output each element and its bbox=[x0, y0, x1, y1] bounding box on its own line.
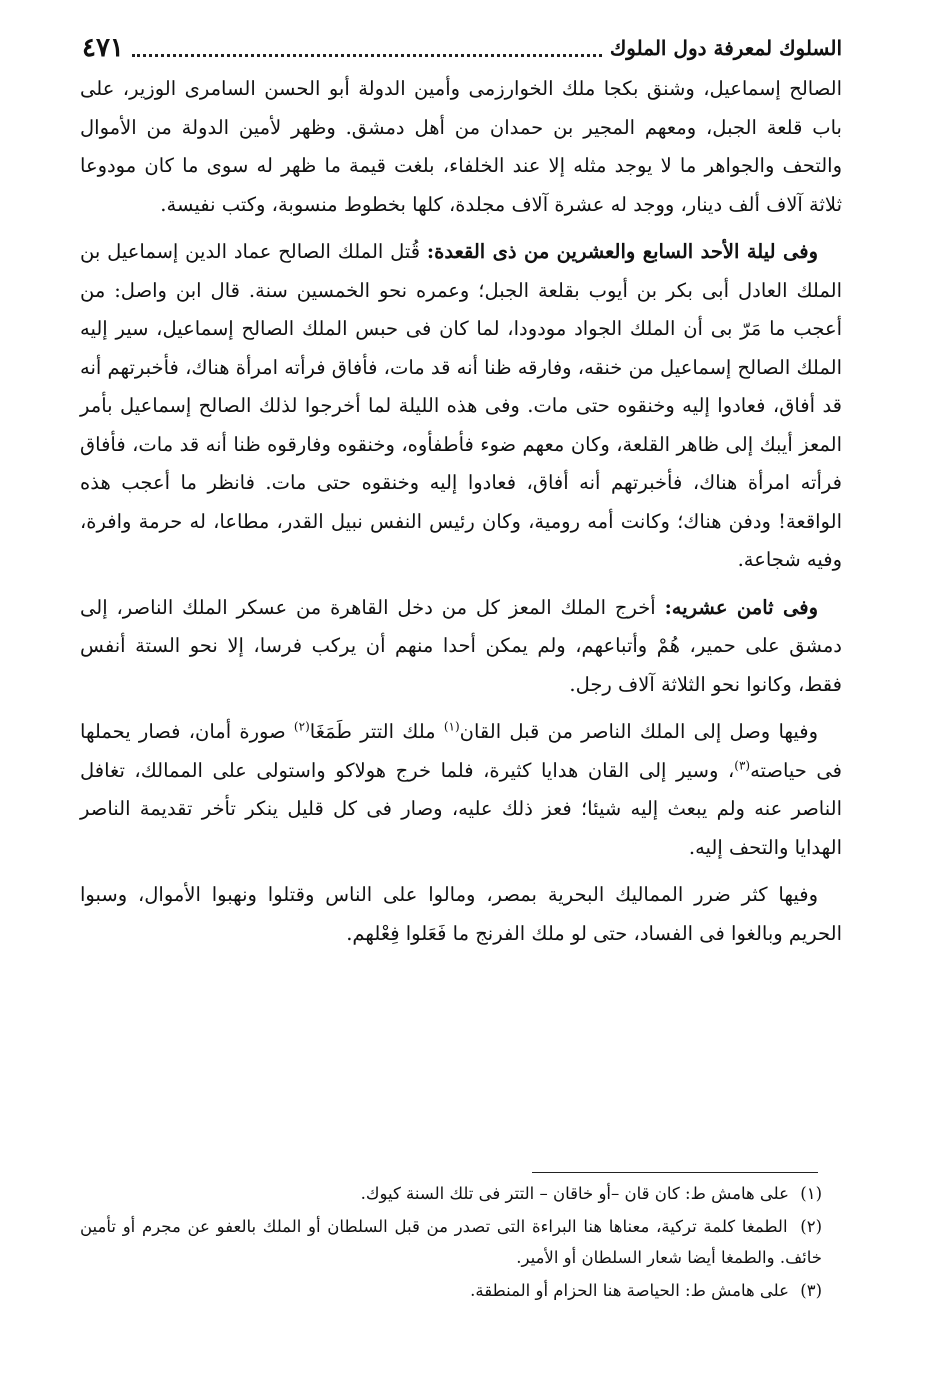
main-text bbox=[80, 70, 842, 962]
footnote-3-number: (٣) bbox=[800, 1281, 822, 1300]
footnote-3 bbox=[80, 1275, 822, 1306]
footnote-3-text: على هامش ط: الحياصة هنا الحزام أو المنطقة. bbox=[470, 1281, 789, 1300]
footnote-2 bbox=[80, 1211, 822, 1273]
paragraph-4-part-c: صورة أمان، فصار يحملها فى حياصته bbox=[80, 720, 842, 782]
paragraph-1: الصالح إسماعيل، وشنق بكجا ملك الخوارزمى وأمين الدولة أبو الحسن السامرى الوزير، على باب قلعة الجبل، ومعهم المجير بن حمدان من أهل دمشق. وظهر لأمين الدولة من الأموال والتحف والجواهر ما لا يوجد مثله إلا عند الخلفاء، بلغت قيمة ما ظهر له سوى ما كان مودوعا ثلاثة آلاف ألف دينار، ووجد له عشرة آلاف مجلدة، كلها بخطوط منسوبة، وكتب نفيسة. bbox=[80, 77, 842, 216]
paragraph-4-part-b: ملك التتر طَمَغَا bbox=[309, 720, 436, 743]
footnote-ref-1[interactable]: (١) bbox=[443, 719, 460, 734]
footnote-1 bbox=[80, 1178, 822, 1209]
paragraph-4-part-d: ، وسير إلى القان هدايا كثيرة، فلما خرج هولاكو واستولى على الممالك، تغافل الناصر عنه ولم يبعث إليه شيئا؛ فعز ذلك عليه، وصار فى كل قليل ينكر تأخر تقديمة الناصر الهدايا والتحف إليه. bbox=[80, 758, 842, 859]
footnote-1-number: (١) bbox=[800, 1184, 822, 1203]
paragraph-2-date-heading: وفى ليلة الأحد السابع والعشرين من ذى القعدة: bbox=[426, 240, 818, 263]
footnote-separator bbox=[532, 1172, 818, 1173]
footnote-2-text: الطمغا كلمة تركية، معناها هنا البراءة التى تصدر من قبل السلطان أو الملك بالعفو عن مجرم أو تأمين خائف. والطمغا أيضا شعار السلطان أو الأمير. bbox=[80, 1217, 822, 1267]
paragraph-2 bbox=[80, 233, 842, 580]
footnote-1-text: على هامش ط: كان قان –أو خاقان – التتر فى تلك السنة كيوك. bbox=[360, 1184, 789, 1203]
footnotes bbox=[80, 1178, 822, 1308]
paragraph-3-text: أخرج الملك المعز كل من دخل القاهرة من عسكر الملك الناصر، إلى دمشق على حمير، هُمْ وأتباعهم، ولم يمكن أحدا منهم أن يركب فرسا، إلا نحو الستة أنفس فقط، وكانوا نحو الثلاثة آلاف رجل. bbox=[80, 595, 842, 696]
footnote-ref-3[interactable]: (٣) bbox=[734, 758, 751, 772]
running-header bbox=[82, 28, 842, 68]
paragraph-3-date-heading: وفى ثامن عشريه: bbox=[664, 595, 819, 619]
book-title: السلوك لمعرفة دول الملوك bbox=[609, 36, 842, 60]
paragraph-2-text: قُتل الملك الصالح عماد الدين إسماعيل بن الملك العادل أبى بكر بن أيوب بقلعة الجبل؛ وعمره نحو الخمسين سنة. قال ابن واصل: من أعجب ما مَرّ بى أن الملك الجواد مودودا، لما كان فى حبس الملك الصالح إسماعيل، سير إليه الملك الصالح إسماعيل من خنقه، وفارقه ظنا أنه قد مات، فأفاق فرأته امرأة هناك، فأخبرتهم أنه قد أفاق، فعادوا إليه وخنقوه حتى مات. وفى هذه الليلة لما أخرجوا لذلك الصالح إسماعيل بأمر المعز أيبك إلى ظاهر القلعة، وكان معهم ضوء فأطفأوه، وخنقوه وفارقوه ظنا أنه قد مات، فأفاق فرأته امرأة هناك، فأخبرتهم أنه أفاق، فعادوا إليه وخنقوه حتى مات. فانظر ما أعجب هذه الواقعة! ودفن هناك؛ وكانت أمه رومية، وكان رئيس النفس نبيل القدر، مطاعا، له حرمة وافرة، وفيه شجاعة. bbox=[80, 240, 842, 571]
paragraph-4-part-a: وفيها وصل إلى الملك الناصر من قبل القان bbox=[459, 720, 819, 743]
paragraph-5: وفيها كثر ضرر المماليك البحرية بمصر، ومالوا على الناس وقتلوا ونهبوا الأموال، وسبوا الحريم وبالغوا فى الفساد، حتى لو ملك الفرنج ما فَعَلوا فِعْلهم. bbox=[80, 883, 842, 945]
footnote-2-number: (٢) bbox=[800, 1217, 822, 1236]
header-dot-leader bbox=[132, 40, 602, 57]
paragraph-4 bbox=[80, 713, 842, 867]
paragraph-3 bbox=[80, 589, 842, 705]
page-number: ٤٧١ bbox=[82, 33, 124, 63]
footnote-ref-2[interactable]: (٢) bbox=[293, 719, 310, 734]
